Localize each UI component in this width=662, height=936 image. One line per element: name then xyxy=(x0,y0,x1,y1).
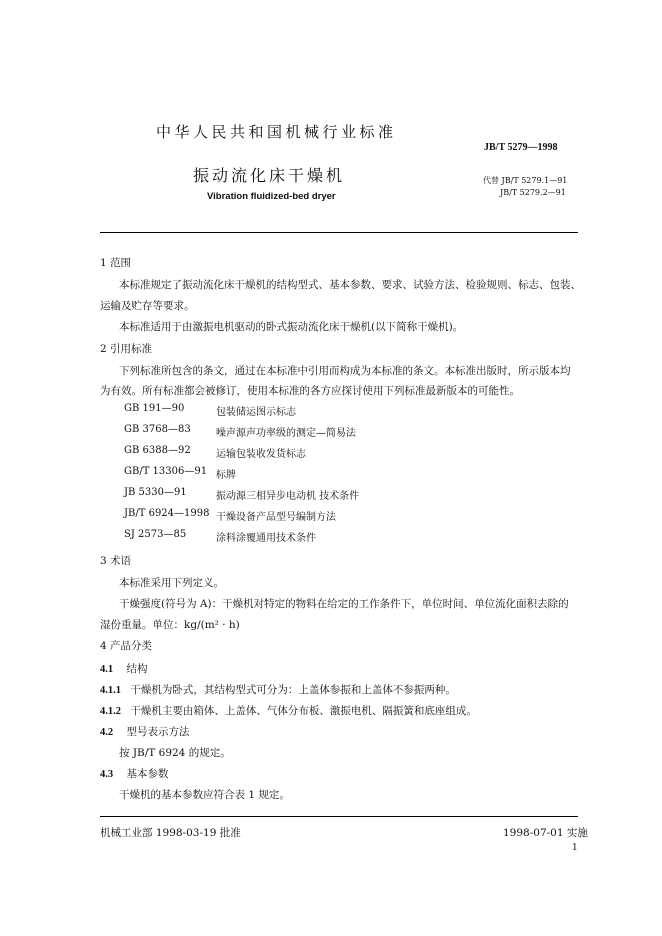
reference-code: GB 6388—92 xyxy=(124,445,191,456)
reference-title: 涂料涂覆通用技术条件 xyxy=(216,533,316,544)
section-2-para-line-1: 下列标准所包含的条文，通过在本标准中引用而构成为本标准的条文。本标准出版时，所示版本均 xyxy=(119,365,571,377)
implementation-date: 1998-07-01 实施 xyxy=(503,827,588,839)
reference-title: 包装储运图示标志 xyxy=(216,407,296,418)
clause-4-1 xyxy=(100,661,147,676)
section-4-heading: 4 产品分类 xyxy=(100,640,153,652)
clause-number: 4.2 xyxy=(100,727,114,738)
clause-number: 4.1.2 xyxy=(100,706,121,717)
clause-4-1-1 xyxy=(100,682,456,697)
reference-title: 噪声源声功率级的测定—简易法 xyxy=(216,428,356,439)
reference-title: 干燥设备产品型号编制方法 xyxy=(216,512,336,523)
clause-text: 干燥机主要由箱体、上盖体、气体分布板、激振电机、隔振簧和底座组成。 xyxy=(130,705,477,717)
section-2-heading: 2 引用标准 xyxy=(100,343,153,355)
clause-4-3-text: 干燥机的基本参数应符合表 1 规定。 xyxy=(119,789,290,801)
header-divider xyxy=(100,232,578,233)
section-1-heading: 1 范围 xyxy=(100,257,132,269)
section-3-para-2-line-2: 湿份重量。单位：kg/(m² · h) xyxy=(100,619,240,631)
reference-code: JB/T 6924—1998 xyxy=(124,508,210,519)
section-1-para-1-line-1: 本标准规定了振动流化床干燥机的结构型式、基本参数、要求、试验方法、检验规则、标志、包装、 xyxy=(119,279,581,291)
section-3-para-1: 本标准采用下列定义。 xyxy=(119,577,224,589)
approval-date: 机械工业部 1998-03-19 批准 xyxy=(100,827,241,839)
clause-4-2 xyxy=(100,724,189,739)
section-1-para-1-line-2: 运输及贮存等要求。 xyxy=(100,300,195,312)
reference-code: GB 3768—83 xyxy=(124,424,191,435)
industry-standard-title: 中华人民共和国机械行业标准 xyxy=(156,123,397,141)
document-title-cn: 振动流化床干燥机 xyxy=(193,166,346,185)
clause-number: 4.3 xyxy=(100,769,114,780)
reference-code: GB 191—90 xyxy=(124,403,185,414)
page-number: 1 xyxy=(572,843,578,853)
document-title-en: Vibration fluidized-bed dryer xyxy=(207,191,336,202)
reference-title: 标牌 xyxy=(216,470,236,481)
reference-title: 振动源三相异步电动机 技术条件 xyxy=(216,491,360,502)
section-1-para-2: 本标准适用于由激振电机驱动的卧式振动流化床干燥机(以下简称干燥机)。 xyxy=(119,321,464,333)
reference-title: 运输包装收发货标志 xyxy=(216,449,306,460)
clause-title: 结构 xyxy=(126,663,148,675)
replaces-line-2: JB/T 5279.2—91 xyxy=(500,188,566,197)
reference-code: SJ 2573—85 xyxy=(124,529,187,540)
clause-4-3 xyxy=(100,766,168,781)
section-3-para-2-line-1: 干燥强度(符号为 A)：干燥机对特定的物料在给定的工作条件下，单位时间、单位流化面积去除的 xyxy=(119,598,569,610)
footer-divider xyxy=(100,816,578,817)
clause-title: 型号表示方法 xyxy=(126,726,190,738)
replaces-line-1: 代替 JB/T 5279.1—91 xyxy=(483,176,568,185)
section-3-heading: 3 术语 xyxy=(100,555,132,567)
standard-number: JB/T 5279—1998 xyxy=(484,142,558,153)
clause-number: 4.1 xyxy=(100,664,114,675)
reference-code: JB 5330—91 xyxy=(124,487,187,498)
clause-4-2-text: 按 JB/T 6924 的规定。 xyxy=(119,747,231,759)
section-2-para-line-2: 为有效。所有标准都会被修订，使用本标准的各方应探讨使用下列标准最新版本的可能性。 xyxy=(100,385,520,397)
clause-4-1-2 xyxy=(100,703,477,718)
clause-title: 基本参数 xyxy=(126,768,169,780)
reference-code: GB/T 13306—91 xyxy=(124,466,208,477)
clause-number: 4.1.1 xyxy=(100,685,121,696)
clause-text: 干燥机为卧式，其结构型式可分为：上盖体参振和上盖体不参振两种。 xyxy=(130,684,456,696)
